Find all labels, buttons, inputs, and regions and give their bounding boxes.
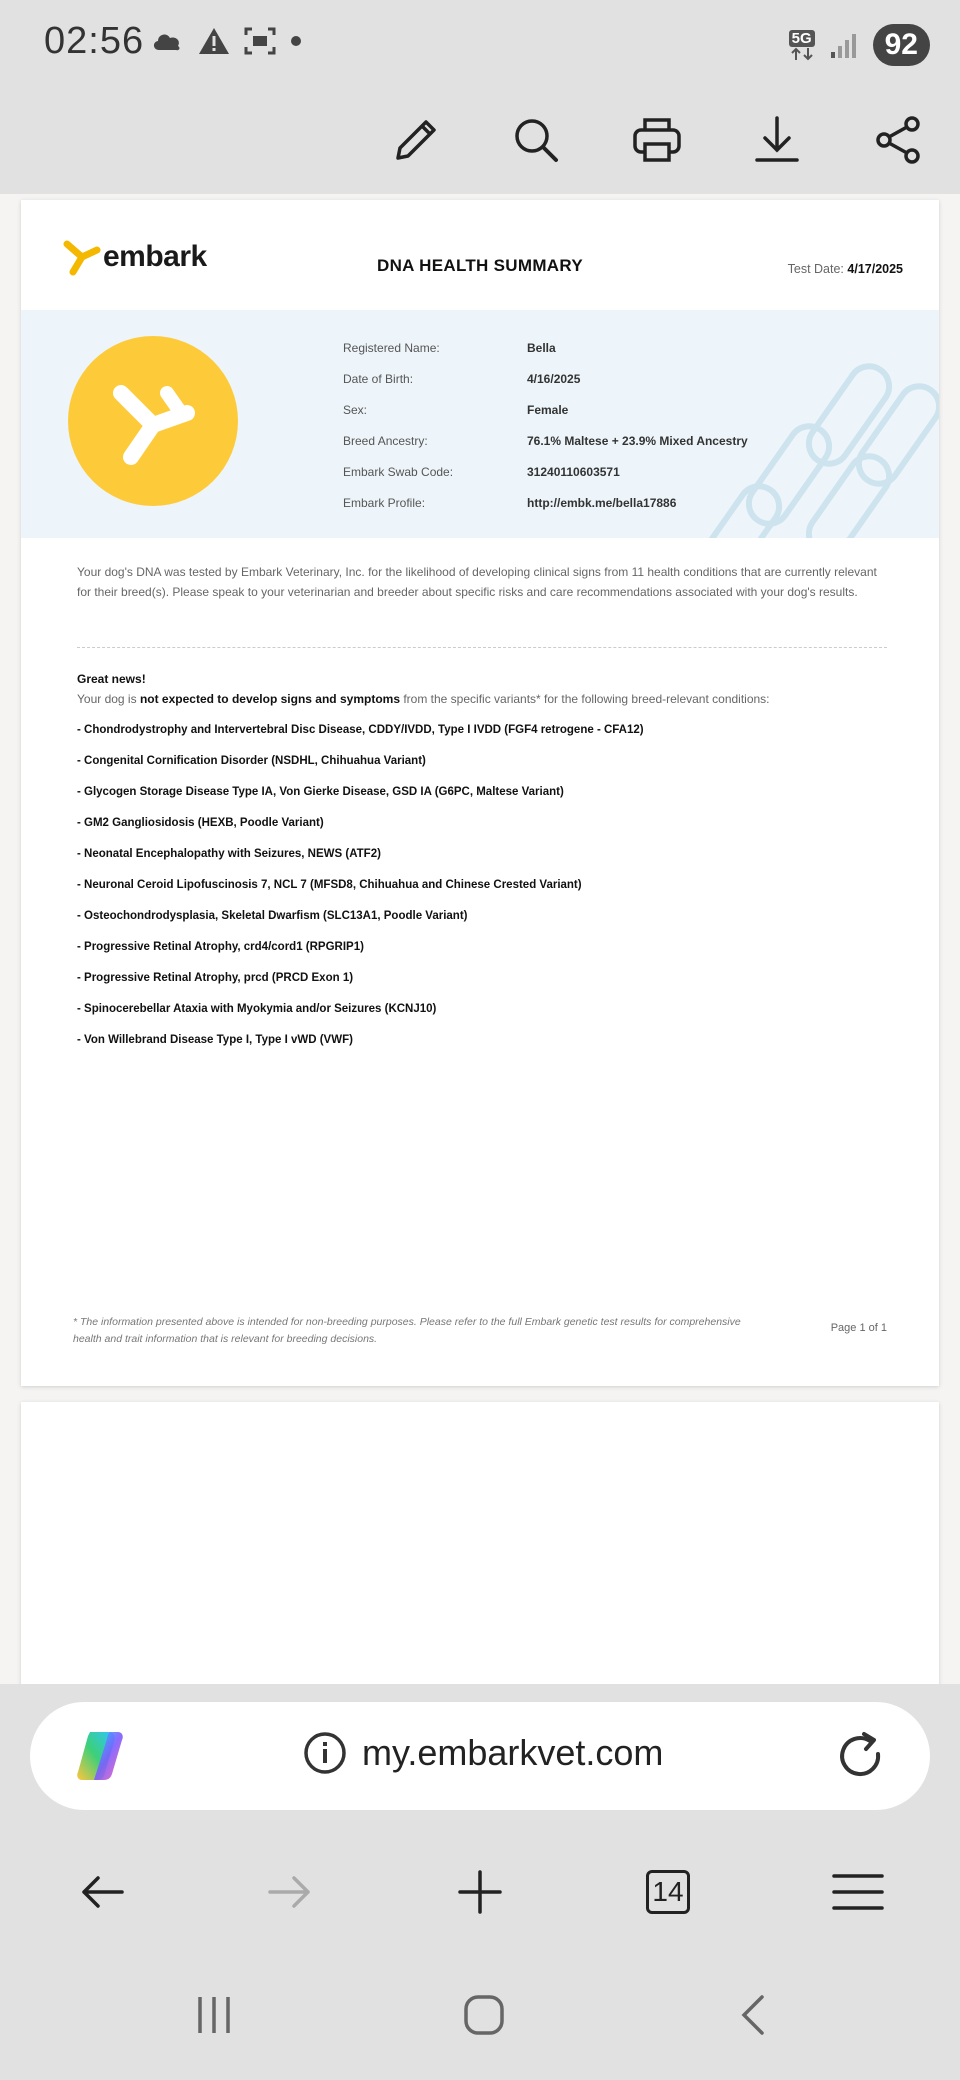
network-indicator [789, 30, 815, 61]
document-title: DNA HEALTH SUMMARY [377, 256, 583, 275]
dot-icon [290, 35, 302, 47]
pdf-viewer[interactable] [0, 194, 960, 1684]
pdf-page-blank [21, 1402, 939, 1684]
status-right [789, 24, 930, 66]
warning-icon [198, 27, 230, 55]
profile-row-dob [343, 363, 748, 394]
tabs-button[interactable] [638, 1862, 698, 1922]
tab-count: 14 [646, 1870, 690, 1914]
profile-value: Female [527, 402, 569, 417]
summary-suffix: from the specific variants* for the following breed-relevant conditions: [400, 692, 770, 706]
profile-value: 76.1% Maltese + 23.9% Mixed Ancestry [527, 433, 748, 448]
arrow-right-icon [266, 1872, 314, 1912]
recent-apps-button[interactable] [184, 1990, 244, 2040]
download-icon [749, 112, 805, 168]
url-text[interactable]: my.embarkvet.com [362, 1732, 664, 1773]
profile-label: Date of Birth: [343, 371, 414, 386]
system-back-button[interactable] [724, 1990, 784, 2040]
profile-label: Embark Swab Code: [343, 464, 454, 479]
results-summary [77, 692, 887, 706]
status-bar [0, 0, 960, 90]
condition-item: - GM2 Gangliosidosis (HEXB, Poodle Variant) [77, 817, 324, 829]
arrow-left-icon [78, 1872, 126, 1912]
dog-avatar [68, 336, 238, 506]
recent-apps-icon [192, 1993, 236, 2037]
screenshot-icon [244, 26, 276, 56]
browser-bottom-nav [0, 1834, 960, 1944]
logo-text: embark [103, 240, 207, 273]
test-date-value: 4/17/2025 [847, 262, 903, 276]
edit-button[interactable] [384, 108, 448, 172]
home-icon [462, 1993, 506, 2037]
plus-icon [456, 1868, 504, 1916]
data-arrows-icon [790, 47, 814, 61]
profile-label: Breed Ancestry: [343, 433, 428, 448]
summary-bold: not expected to develop signs and symptoms [139, 692, 400, 706]
battery-indicator: 92 [873, 24, 930, 66]
page-number: Page 1 of 1 [830, 1322, 887, 1334]
forward-button[interactable] [260, 1862, 320, 1922]
network-label: 5G [789, 30, 815, 47]
home-button[interactable] [454, 1990, 514, 2040]
url-display[interactable] [302, 1730, 663, 1776]
status-icons [150, 26, 302, 56]
profile-label: Registered Name: [343, 340, 440, 355]
signal-icon [829, 30, 859, 60]
great-news-heading: Great news! [77, 672, 146, 686]
divider [77, 647, 887, 648]
search-button[interactable] [504, 108, 568, 172]
hamburger-menu-icon [832, 1872, 884, 1912]
profile-band [21, 310, 939, 538]
profile-row-sex [343, 394, 748, 425]
profile-row-name [343, 332, 748, 363]
embark-mark-icon [105, 373, 201, 469]
address-bar[interactable] [30, 1702, 930, 1810]
condition-item: - Osteochondrodysplasia, Skeletal Dwarfism (SLC13A1, Poodle Variant) [77, 910, 468, 922]
share-icon [870, 112, 926, 168]
profile-row-swab [343, 456, 748, 487]
condition-item: - Spinocerebellar Ataxia with Myokymia and/or Seizures (KCNJ10) [77, 1003, 437, 1015]
back-button[interactable] [72, 1862, 132, 1922]
test-date-label: Test Date: [787, 262, 844, 276]
download-button[interactable] [745, 108, 809, 172]
profile-value: Bella [527, 340, 556, 355]
info-icon[interactable] [302, 1730, 348, 1776]
reload-icon[interactable] [834, 1730, 886, 1782]
profile-value: 31240110603571 [527, 464, 620, 479]
profile-value: 4/16/2025 [527, 371, 581, 386]
new-tab-button[interactable] [450, 1862, 510, 1922]
menu-button[interactable] [828, 1862, 888, 1922]
summary-prefix: Your dog is [77, 692, 140, 706]
condition-item: - Neuronal Ceroid Lipofuscinosis 7, NCL 7 (MFSD8, Chihuahua and Chinese Crested Variant) [77, 879, 582, 891]
chevron-left-icon [732, 1993, 776, 2037]
conditions-list [77, 724, 897, 1065]
print-button[interactable] [625, 108, 689, 172]
condition-item: - Congenital Cornification Disorder (NSDHL, Chihuahua Variant) [77, 755, 426, 767]
address-area [0, 1684, 960, 1834]
condition-item: - Progressive Retinal Atrophy, prcd (PRCD Exon 1) [77, 972, 354, 984]
share-button[interactable] [866, 108, 930, 172]
copilot-icon[interactable] [72, 1728, 128, 1784]
edit-icon [388, 112, 444, 168]
condition-item: - Chondrodystrophy and Intervertebral Disc Disease, CDDY/IVDD, Type I IVDD (FGF4 retrogene - CFA12) [77, 724, 644, 736]
profile-label: Sex: [343, 402, 368, 417]
status-time: 02:56 [44, 20, 145, 62]
profile-row-breed [343, 425, 748, 456]
system-nav-bar [0, 1944, 960, 2080]
condition-item: - Progressive Retinal Atrophy, crd4/cord1 (RPGRIP1) [77, 941, 364, 953]
profile-row-link [343, 487, 748, 518]
condition-item: - Glycogen Storage Disease Type IA, Von Gierke Disease, GSD IA (G6PC, Maltese Variant) [77, 786, 564, 798]
pdf-toolbar [0, 90, 960, 194]
cloud-icon [150, 28, 184, 54]
pdf-page [21, 200, 939, 1386]
footnote: * The information presented above is intended for non-breeding purposes. Please refer to the full Embark genetic test results for comprehensive health and trait information that is relevant for breeding decisions. [73, 1316, 741, 1345]
search-icon [508, 112, 564, 168]
intro-paragraph: Your dog's DNA was tested by Embark Veterinary, Inc. for the likelihood of developing clinical signs from 11 health conditions that are currently relevant for their breed(s). Please speak to your veterinarian and breeder about specific risks and care recommendations associated with your dog's results. [77, 565, 877, 599]
condition-item: - Neonatal Encephalopathy with Seizures, NEWS (ATF2) [77, 848, 381, 860]
profile-info [343, 332, 748, 518]
print-icon [629, 112, 685, 168]
document-header [21, 200, 939, 298]
profile-link[interactable]: http://embk.me/bella17886 [527, 495, 677, 510]
condition-item: - Von Willebrand Disease Type I, Type I vWD (VWF) [77, 1034, 353, 1046]
test-date [788, 262, 903, 276]
profile-label: Embark Profile: [343, 495, 426, 510]
